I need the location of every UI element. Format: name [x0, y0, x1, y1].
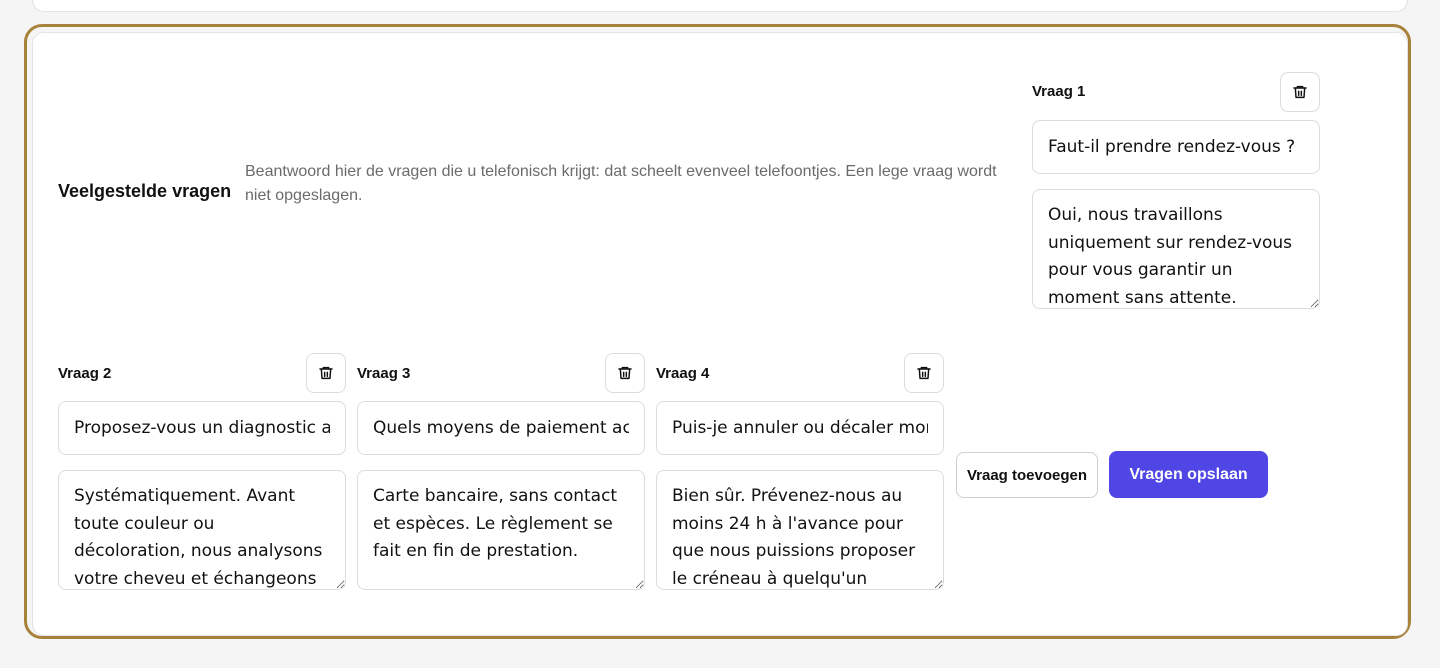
trash-icon: [1292, 84, 1308, 100]
faq-item-4: [656, 353, 944, 590]
question-input[interactable]: [656, 401, 944, 455]
faq-item-label: Vraag 2: [58, 365, 112, 382]
question-input[interactable]: [58, 401, 346, 455]
add-question-button[interactable]: Vraag toevoegen: [956, 452, 1098, 498]
answer-textarea[interactable]: [58, 470, 346, 590]
section-title: Veelgestelde vragen: [58, 181, 232, 201]
trash-icon: [318, 365, 334, 381]
delete-question-button[interactable]: [306, 353, 346, 393]
previous-card: [32, 0, 1408, 12]
question-input[interactable]: [1032, 120, 1320, 174]
trash-icon: [916, 365, 932, 381]
trash-icon: [617, 365, 633, 381]
answer-textarea[interactable]: [656, 470, 944, 590]
faq-item-label: Vraag 4: [656, 365, 710, 382]
faq-item-1: [1032, 72, 1320, 309]
faq-item-3: [357, 353, 645, 590]
save-questions-button[interactable]: Vragen opslaan: [1109, 451, 1268, 498]
answer-textarea[interactable]: [1032, 189, 1320, 309]
delete-question-button[interactable]: [1280, 72, 1320, 112]
section-description: Beantwoord hier de vragen die u telefonisch krijgt: dat scheelt evenveel telefoontjes. Een lege vraag wordt niet opgeslagen.: [245, 163, 997, 204]
delete-question-button[interactable]: [904, 353, 944, 393]
answer-textarea[interactable]: [357, 470, 645, 590]
faq-item-2: [58, 353, 346, 590]
delete-question-button[interactable]: [605, 353, 645, 393]
question-input[interactable]: [357, 401, 645, 455]
faq-item-label: Vraag 3: [357, 365, 411, 382]
faq-item-label: Vraag 1: [1032, 83, 1086, 100]
